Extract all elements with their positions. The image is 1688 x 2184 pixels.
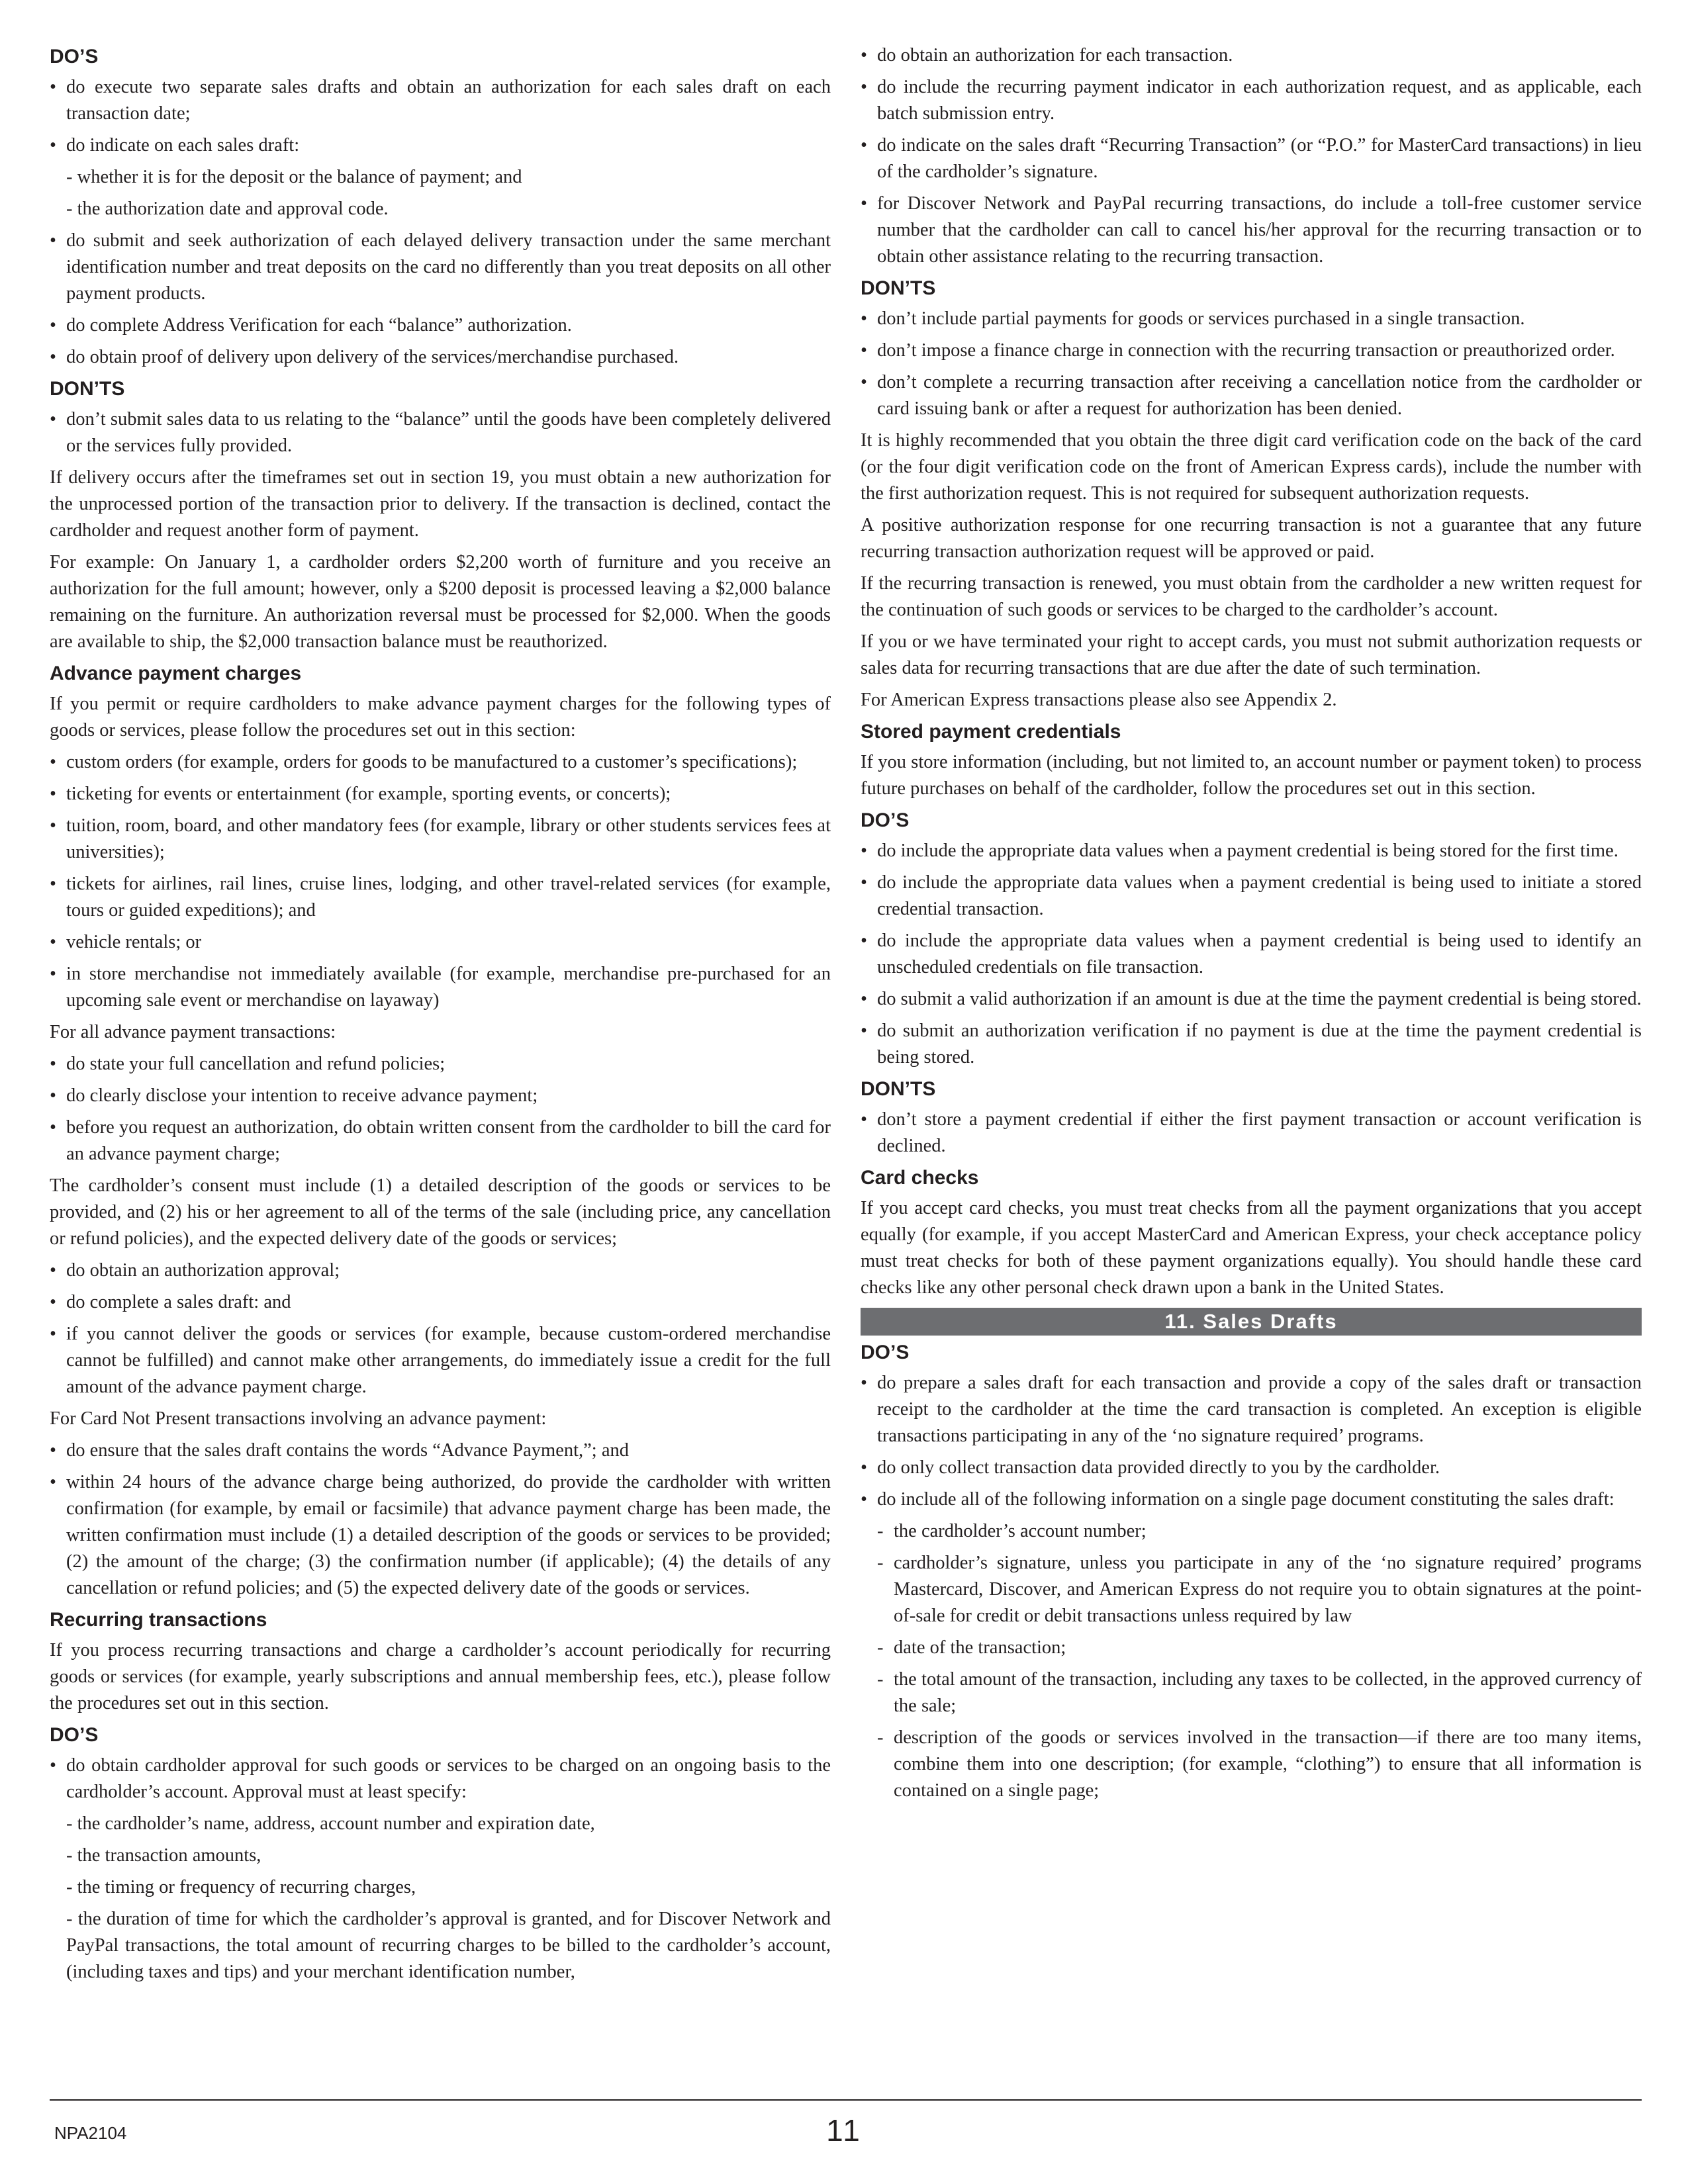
list-item: • do submit a valid authorization if an amount is due at the time the payment credential is being stored. [861,986,1642,1013]
dos-heading: DO’S [861,809,910,831]
dos-heading: DO’S [50,1724,99,1746]
right-column [861,42,1642,1809]
footer-divider [50,2099,1642,2101]
paragraph: If you or we have terminated your right to accept cards, you must not submit authorization requests or sales data for recurring transactions that are due after the date of such termination. [861,631,1642,678]
list-item: • ticketing for events or entertainment (for example, sporting events, or concerts); [50,781,831,807]
list-item: • do submit an authorization verification if no payment is due at the time the payment credential is being stored. [861,1018,1642,1071]
list-item: • do indicate on the sales draft “Recurring Transaction” (or “P.O.” for MasterCard transactions) in lieu of the cardholder’s signature. [861,132,1642,185]
paragraph: It is highly recommended that you obtain the three digit card verification code on the back of the card (or the four digit verification code on the front of American Express cards), include the number with the first authorization request. This is not required for subsequent authorization requests. [861,430,1642,504]
list-item: • don’t complete a recurring transaction after receiving a cancellation notice from the cardholder or card issuing bank or after a request for authorization has been denied. [861,369,1642,422]
donts-heading: DON’TS [50,378,125,400]
sub-list-item: - the timing or frequency of recurring charges, [66,1877,416,1897]
list-item: • do submit and seek authorization of each delayed delivery transaction under the same merchant identification number and treat deposits on the card no differently than you treat deposits on all other payment products. [50,228,831,307]
list-item: • vehicle rentals; or [50,929,831,956]
list-item: • do state your full cancellation and refund policies; [50,1051,831,1077]
list-item: • do obtain proof of delivery upon delivery of the services/merchandise purchased. [50,344,831,371]
list-item: • do clearly disclose your intention to receive advance payment; [50,1083,831,1109]
sub-list-item: - whether it is for the deposit or the balance of payment; and [66,167,522,187]
list-item: • if you cannot deliver the goods or services (for example, because custom-ordered merchandise cannot be fulfilled) and cannot make other arrangements, do immediately issue a credit for the full amount of the advance payment charge. [50,1321,831,1400]
sub-list-item-text: cardholder’s signature, unless you participate in any of the ‘no signature required’ programs Mastercard, Discover, and American Express do not require you to obtain signatures at the point-of-sale for credit or debit transactions unless required by law [894,1553,1642,1626]
list-item: • do include the appropriate data values when a payment credential is being used to identify an unscheduled credentials on file transaction. [861,928,1642,981]
list-item: • do include the appropriate data values when a payment credential is being used to initiate a stored credential transaction. [861,870,1642,923]
subsection-heading-advance-payment: Advance payment charges [50,662,302,684]
list-item: • before you request an authorization, do obtain written consent from the cardholder to bill the card for an advance payment charge; [50,1115,831,1167]
list-item: • tuition, room, board, and other mandatory fees (for example, library or other students services fees at universities); [50,813,831,866]
list-item: • do include the recurring payment indicator in each authorization request, and as applicable, each batch submission entry. [861,74,1642,127]
paragraph: If delivery occurs after the timeframes set out in section 19, you must obtain a new authorization for the unprocessed portion of the transaction prior to delivery. If the transaction is declined, contact the cardholder and request another form of payment. [50,467,831,541]
list-item: • within 24 hours of the advance charge being authorized, do provide the cardholder with written confirmation (for example, by email or facsimile) that advance payment charge has been made, the written confirmation must include (1) a detailed description of the goods or services to be provided; (2) the amount of the charge; (3) the confirmation number (if applicable); (4) the details of any cancellation or refund policies; and (5) the expected delivery date of the goods or services. [50,1469,831,1602]
dash-marker: - [877,1669,884,1690]
paragraph: For American Express transactions please also see Appendix 2. [861,690,1337,710]
donts-heading: DON’TS [861,1078,936,1100]
left-column [50,42,831,1991]
list-item: • do obtain an authorization approval; [50,1257,831,1284]
dash-marker: - [877,1553,884,1573]
list-item: • in store merchandise not immediately available (for example, merchandise pre-purchased for an upcoming sale event or merchandise on layaway) [50,961,831,1014]
sub-list-item [861,1635,1642,1661]
subsection-heading-stored-credentials: Stored payment credentials [861,721,1121,743]
donts-heading: DON’TS [861,277,936,299]
dos-heading: DO’S [50,46,99,68]
paragraph: If you accept card checks, you must treat checks from all the payment organizations that you accept equally (for example, if you accept MasterCard and American Express, your check acceptance policy must treat checks for both of these payment organizations equally). You should handle these card checks like any other personal check drawn upon a bank in the United States. [861,1198,1642,1298]
list-item: • do include the appropriate data values when a payment credential is being stored for the first time. [861,838,1642,864]
document-code: NPA2104 [54,2123,127,2143]
paragraph: If the recurring transaction is renewed, you must obtain from the cardholder a new written request for the continuation of such goods or services to be charged to the cardholder’s account. [861,573,1642,620]
page-number: 11 [826,2113,862,2148]
sub-list-item-text: description of the goods or services involved in the transaction—if there are too many items, combine them into one description; (for example, “clothing”) to ensure that all information is contained on a single page; [894,1727,1642,1801]
sub-list-item: - the cardholder’s name, address, account number and expiration date, [66,1813,595,1834]
list-item: • do ensure that the sales draft contains the words “Advance Payment,”; and [50,1437,831,1464]
list-item: • do complete Address Verification for each “balance” authorization. [50,312,831,339]
list-item: • do include all of the following information on a single page document constituting the sales draft: [861,1486,1642,1513]
list-item: • don’t include partial payments for goods or services purchased in a single transaction. [861,306,1642,332]
sub-list-item [861,1725,1642,1804]
paragraph: For all advance payment transactions: [50,1022,336,1042]
list-item: • don’t store a payment credential if either the first payment transaction or account verification is declined. [861,1107,1642,1160]
list-item: • for Discover Network and PayPal recurring transactions, do include a toll-free customer service number that the cardholder can call to cancel his/her approval for the recurring transaction or to obtain other assistance relating to the recurring transaction. [861,191,1642,270]
subsection-heading-recurring: Recurring transactions [50,1609,267,1631]
paragraph: If you store information (including, but not limited to, an account number or payment token) to process future purchases on behalf of the cardholder, follow the procedures set out in this section. [861,752,1642,799]
section-title-bar: 11. Sales Drafts [861,1308,1642,1336]
list-item: • do obtain an authorization for each transaction. [861,42,1642,69]
sub-list-item [861,1518,1642,1545]
list-item: • do execute two separate sales drafts and obtain an authorization for each sales draft on each transaction date; [50,74,831,127]
list-item: • don’t submit sales data to us relating to the “balance” until the goods have been completely delivered or the services fully provided. [50,406,831,459]
paragraph: For Card Not Present transactions involving an advance payment: [50,1408,547,1429]
paragraph: For example: On January 1, a cardholder orders $2,200 worth of furniture and you receive an authorization for the full amount; however, only a $200 deposit is processed leaving a $2,000 balance remaining on the furniture. An authorization reversal must be processed for $2,000. When the goods are available to ship, the $2,000 transaction balance must be reauthorized. [50,552,831,652]
sub-list-item: - the transaction amounts, [66,1845,261,1866]
dash-marker: - [877,1637,884,1658]
list-item: • tickets for airlines, rail lines, cruise lines, lodging, and other travel-related services (for example, tours or guided expeditions); and [50,871,831,924]
list-item: • do prepare a sales draft for each transaction and provide a copy of the sales draft or transaction receipt to the cardholder at the time the card transaction is completed. An exception is eligible transactions participating in any of the ‘no signature required’ programs. [861,1370,1642,1449]
sub-list-item [861,1666,1642,1719]
list-item: • do only collect transaction data provided directly to you by the cardholder. [861,1455,1642,1481]
sub-list-item: - the duration of time for which the cardholder’s approval is granted, and for Discover Network and PayPal transactions, the total amount of recurring charges to be billed to the cardholder’s account, (including taxes and tips) and your merchant identification number, [66,1909,831,1982]
sub-list-item-text: date of the transaction; [894,1637,1066,1658]
paragraph: If you process recurring transactions and charge a cardholder’s account periodically for recurring goods or services (for example, yearly subscriptions and annual membership fees, etc.), please follow the procedures set out in this section. [50,1640,831,1713]
list-item: • don’t impose a finance charge in connection with the recurring transaction or preauthorized order. [861,338,1642,364]
dash-marker: - [877,1727,884,1748]
subsection-heading-card-checks: Card checks [861,1167,979,1189]
list-item: • do obtain cardholder approval for such goods or services to be charged on an ongoing basis to the cardholder’s account. Approval must at least specify: [50,1752,831,1805]
list-item: • custom orders (for example, orders for goods to be manufactured to a customer’s specifications); [50,749,831,776]
paragraph: The cardholder’s consent must include (1) a detailed description of the goods or services to be provided, and (2) his or her agreement to all of the terms of the sale (including price, any cancellation or refund policies), and the expected delivery date of the goods or services; [50,1175,831,1249]
sub-list-item [861,1550,1642,1629]
list-item: • do complete a sales draft: and [50,1289,831,1316]
sub-list-item-text: the cardholder’s account number; [894,1521,1147,1541]
sub-list-item-text: the total amount of the transaction, including any taxes to be collected, in the approved currency of the sale; [894,1669,1642,1716]
paragraph: A positive authorization response for one recurring transaction is not a guarantee that any future recurring transaction authorization request will be approved or paid. [861,515,1642,562]
sub-list-item: - the authorization date and approval code. [66,199,389,219]
paragraph: If you permit or require cardholders to make advance payment charges for the following types of goods or services, please follow the procedures set out in this section: [50,694,831,741]
dos-heading: DO’S [861,1342,910,1363]
dash-marker: - [877,1521,884,1541]
list-item: • do indicate on each sales draft: [50,132,831,159]
